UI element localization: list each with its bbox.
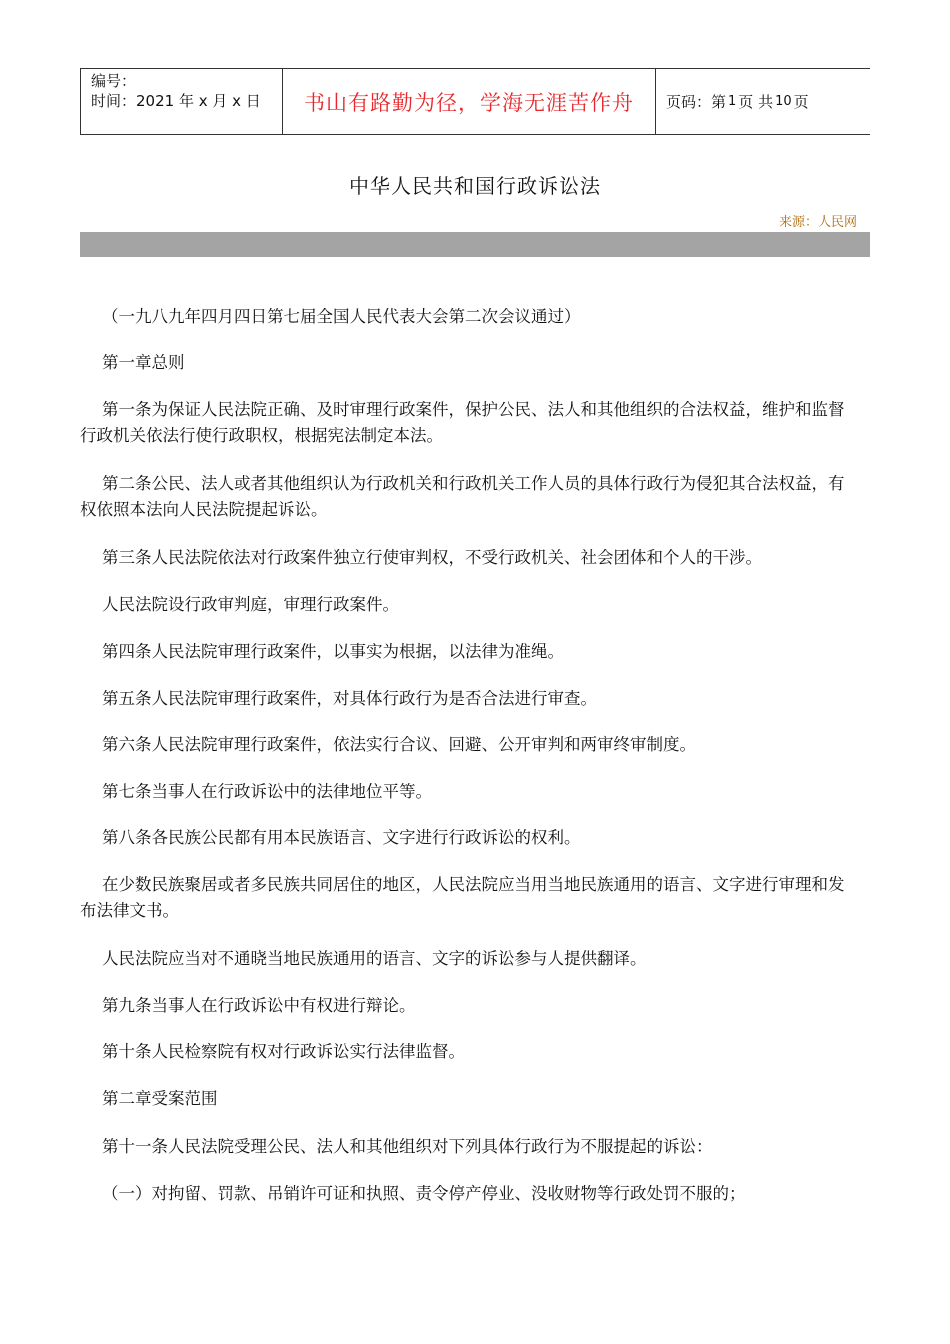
paragraph: 第二章受案范围 [102, 1089, 218, 1108]
title-divider-bar [80, 232, 870, 257]
paragraph: 第十条人民检察院有权对行政诉讼实行法律监督。 [102, 1042, 465, 1061]
paragraph: 第三条人民法院依法对行政案件独立行使审判权，不受行政机关、社会团体和个人的干涉。 [102, 548, 762, 567]
paragraph: 第一章总则 [102, 353, 185, 372]
source-label: 来源：人民网 [778, 215, 857, 230]
document-title: 中华人民共和国行政诉讼法 [349, 174, 601, 198]
paragraph: 在少数民族聚居或者多民族共同居住的地区，人民法院应当用当地民族通用的语言、文字进行审理和发布法律文书。 [80, 875, 845, 920]
paragraph: 第六条人民法院审理行政案件，依法实行合议、回避、公开审判和两审终审制度。 [102, 735, 696, 754]
page-prefix: 页码：第 [666, 93, 727, 111]
page-middle: 页 共 [738, 93, 774, 111]
paragraph: 第五条人民法院审理行政案件，对具体行政行为是否合法进行审查。 [102, 689, 597, 708]
paragraph: 第十一条人民法院受理公民、法人和其他组织对下列具体行政行为不服提起的诉讼： [102, 1137, 713, 1156]
paragraph: （一九八九年四月四日第七届全国人民代表大会第二次会议通过） [102, 307, 581, 326]
paragraph: 第七条当事人在行政诉讼中的法律地位平等。 [102, 782, 432, 801]
motto-text: 书山有路勤为径，学海无涯苦作舟 [304, 90, 634, 115]
time-label: 时间：2021 年 x 月 x 日 [91, 92, 261, 110]
paragraph: 人民法院应当对不通晓当地民族通用的语言、文字的诉讼参与人提供翻译。 [102, 949, 647, 968]
page-suffix: 页 [793, 93, 809, 111]
header-motto-cell [283, 69, 656, 134]
header-meta-cell [81, 69, 283, 134]
paragraph: 第九条当事人在行政诉讼中有权进行辩论。 [102, 996, 416, 1015]
paragraph: 第八条各民族公民都有用本民族语言、文字进行行政诉讼的权利。 [102, 828, 581, 847]
paragraph: 第四条人民法院审理行政案件，以事实为根据，以法律为准绳。 [102, 642, 564, 661]
paragraph: 第二条公民、法人或者其他组织认为行政机关和行政机关工作人员的具体行政行为侵犯其合法权益，有权依照本法向人民法院提起诉讼。 [80, 474, 845, 519]
page-total: 10 [775, 94, 792, 109]
number-label: 编号： [91, 72, 137, 90]
paragraph: 第一条为保证人民法院正确、及时审理行政案件，保护公民、法人和其他组织的合法权益，维护和监督行政机关依法行使行政职权，根据宪法制定本法。 [80, 400, 845, 445]
document-header-table [80, 68, 870, 135]
paragraph: 人民法院设行政审判庭，审理行政案件。 [102, 595, 399, 614]
document-body [80, 283, 850, 1207]
page-info [656, 69, 870, 134]
page-current: 1 [728, 94, 737, 109]
paragraph: （一）对拘留、罚款、吊销许可证和执照、责令停产停业、没收财物等行政处罚不服的； [102, 1184, 746, 1203]
